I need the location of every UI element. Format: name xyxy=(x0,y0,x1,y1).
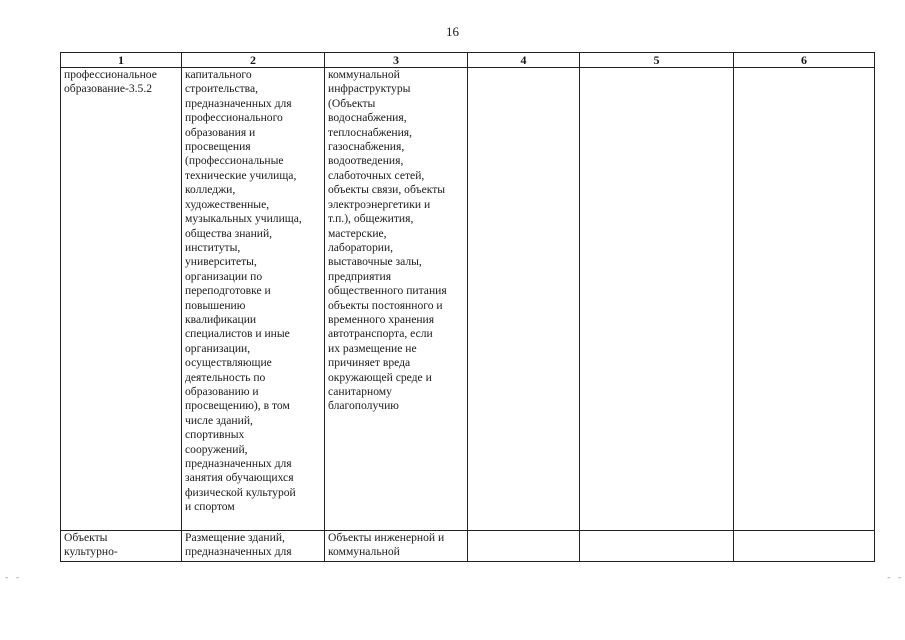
cell-text-line: деятельность по xyxy=(185,370,266,384)
cell-text-line: профессиональное xyxy=(64,68,157,82)
cell-text-line: электроэнергетики и xyxy=(328,197,431,211)
cell-text-line: строительства, xyxy=(185,82,259,96)
column-header: 4 xyxy=(468,53,580,68)
cell-col-2 xyxy=(182,68,325,531)
cell-text-line: капитального xyxy=(185,68,252,82)
cell-text-line: образование-3.5.2 xyxy=(64,82,153,96)
cell-text-line: Размещение зданий, xyxy=(185,530,285,544)
table-row xyxy=(61,530,875,561)
cell-text-line: просвещению), в том xyxy=(185,399,290,413)
table-header-row xyxy=(61,53,875,68)
cell-text-line: культурно- xyxy=(64,545,118,559)
cell-text-line: водоотведения, xyxy=(328,154,404,168)
column-header: 1 xyxy=(61,53,182,68)
cell-text-line: образованию и xyxy=(185,384,259,398)
cell-text-line: временного хранения xyxy=(328,312,435,326)
cell-text-line: и спортом xyxy=(185,500,235,514)
cell-text-line: теплоснабжения, xyxy=(328,125,413,139)
cell-text-line: занятия обучающихся xyxy=(185,471,294,485)
cell-text-line: общества знаний, xyxy=(185,226,273,240)
cell-text-line: их размещение не xyxy=(328,341,417,355)
cell-col-2 xyxy=(182,530,325,561)
cell-text-line: окружающей среде и xyxy=(328,370,432,384)
cell-text-line: лаборатории, xyxy=(328,240,394,254)
cell-text-line: специалистов и иные xyxy=(185,327,290,341)
cell-col-5 xyxy=(580,530,734,561)
cell-text-line: общественного питания xyxy=(328,284,447,298)
cell-col-3 xyxy=(325,68,468,531)
column-header: 6 xyxy=(734,53,875,68)
cell-text-line: объекты связи, объекты xyxy=(328,183,446,197)
cell-col-1 xyxy=(61,530,182,561)
cell-text-line: организации, xyxy=(185,341,251,355)
cell-text-line: инфраструктуры xyxy=(328,82,411,96)
cell-text-line: автотранспорта, если xyxy=(328,327,433,341)
cell-text-line: повышению xyxy=(185,298,246,312)
cell-col-4 xyxy=(468,68,580,531)
cell-text-line: художественные, xyxy=(185,197,270,211)
scan-edge-mark: - - xyxy=(4,573,21,583)
cell-text-line: благополучию xyxy=(328,399,399,413)
cell-text-line: предназначенных для xyxy=(185,457,292,471)
cell-text-line: физической культурой xyxy=(185,485,296,499)
cell-text-line: организации по xyxy=(185,269,263,283)
cell-col-3 xyxy=(325,530,468,561)
cell-text-line: Объекты инженерной и xyxy=(328,530,445,544)
cell-text-line: (Объекты xyxy=(328,96,376,110)
cell-col-6 xyxy=(734,68,875,531)
cell-text-line: причиняет вреда xyxy=(328,356,411,370)
cell-col-6 xyxy=(734,530,875,561)
document-table xyxy=(60,52,875,562)
cell-text-line: объекты постоянного и xyxy=(328,298,443,312)
cell-text-line: переподготовке и xyxy=(185,284,271,298)
cell-text-line: (профессиональные xyxy=(185,154,284,168)
cell-text-line: спортивных xyxy=(185,428,245,442)
column-header: 5 xyxy=(580,53,734,68)
cell-text-line: сооружений, xyxy=(185,442,248,456)
cell-text-line: профессионального xyxy=(185,111,283,125)
cell-text-line: мастерские, xyxy=(328,226,387,240)
cell-text-line: выставочные залы, xyxy=(328,255,422,269)
cell-text-line: коммунальной xyxy=(328,68,400,82)
cell-text-line: т.п.), общежития, xyxy=(328,212,414,226)
cell-text-line: осуществляющие xyxy=(185,356,272,370)
cell-text-line: санитарному xyxy=(328,384,392,398)
cell-text-line: числе зданий, xyxy=(185,413,253,427)
cell-col-4 xyxy=(468,530,580,561)
table-row xyxy=(61,68,875,531)
cell-text-line: предназначенных для xyxy=(185,545,292,559)
scan-edge-mark: - - xyxy=(886,573,903,583)
cell-text-line: просвещения xyxy=(185,140,251,154)
cell-text-line: водоснабжения, xyxy=(328,111,407,125)
cell-text-line: музыкальных училища, xyxy=(185,212,302,226)
cell-text-line: слаботочных сетей, xyxy=(328,168,425,182)
column-header: 2 xyxy=(182,53,325,68)
cell-text-line: колледжи, xyxy=(185,183,236,197)
cell-text-line: технические училища, xyxy=(185,168,297,182)
cell-text-line: институты, xyxy=(185,240,241,254)
cell-text-line: квалификации xyxy=(185,312,257,326)
cell-text-line: университеты, xyxy=(185,255,257,269)
page-number: 16 xyxy=(446,24,459,39)
cell-text-line: газоснабжения, xyxy=(328,140,405,154)
column-header: 3 xyxy=(325,53,468,68)
cell-text-line: предприятия xyxy=(328,269,392,283)
cell-text-line: предназначенных для xyxy=(185,96,292,110)
cell-col-1 xyxy=(61,68,182,531)
cell-col-5 xyxy=(580,68,734,531)
cell-text-line: коммунальной xyxy=(328,545,400,559)
cell-text-line: Объекты xyxy=(64,530,108,544)
cell-text-line: образования и xyxy=(185,125,256,139)
